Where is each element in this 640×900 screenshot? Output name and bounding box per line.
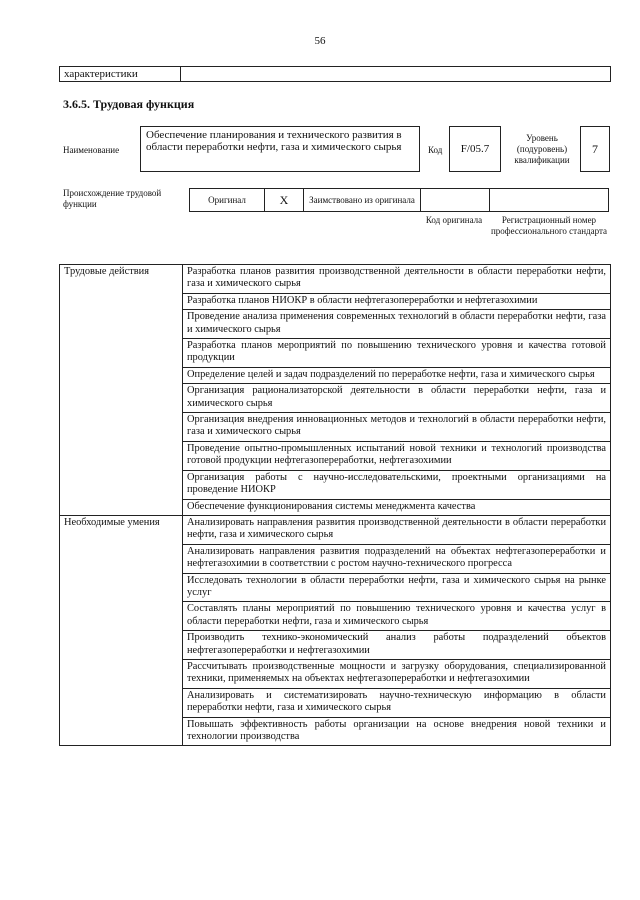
table-item: Повышать эффективность работы организации на основе внедрения новой техники и технологии производства xyxy=(183,717,611,746)
original-code-cell xyxy=(421,189,490,212)
original-label-cell: Оригинал xyxy=(190,189,265,212)
registration-number-cell xyxy=(490,189,609,212)
level-label: Уровень (подуровень) квалификации xyxy=(514,133,570,165)
table-item: Проведение анализа применения современных технологий в области переработки нефти, газа и химического сырья xyxy=(183,310,611,339)
table-item: Организация внедрения инновационных методов и технологий в области переработки нефти, газа и химического сырья xyxy=(183,413,611,442)
table-item: Рассчитывать производственные мощности и загрузку оборудования, специализированной техники, применяемых на объектах нефтегазопереработки и нефтегазохимии xyxy=(183,659,611,688)
table-item: Производить технико-экономический анализ работы подразделений объектов нефтегазопереработки и нефтегазохимии xyxy=(183,631,611,660)
table-item: Анализировать направления развития подразделений на объектах нефтегазопереработки и нефтегазохимии в соответствии с ростом научно-технического прогресса xyxy=(183,544,611,573)
table-item: Составлять планы мероприятий по повышению технического уровня и качества услуг в области переработки нефти, газа и химического сырья xyxy=(183,602,611,631)
origin-table xyxy=(189,188,609,212)
table-item: Анализировать направления развития производственной деятельности в области переработки нефти, газа и химического сырья xyxy=(183,515,611,544)
function-name-box: Обеспечение планирования и технического развития в области переработки нефти, газа и химического сырья xyxy=(140,126,420,172)
empty-cell xyxy=(181,67,611,82)
function-code-box: F/05.7 xyxy=(449,126,501,172)
origin-label: Происхождение трудовой функции xyxy=(63,188,162,209)
original-code-caption: Код оригинала xyxy=(425,215,483,225)
table-item: Анализировать и систематизировать научно-техническую информацию в области переработки нефти, газа и химического сырья xyxy=(183,688,611,717)
section-category: Необходимые умения xyxy=(60,515,183,746)
original-mark-cell: X xyxy=(265,189,304,212)
table-item: Разработка планов НИОКР в области нефтегазопереработки и нефтегазохимии xyxy=(183,293,611,309)
function-details-table xyxy=(59,264,611,746)
previous-table-tail xyxy=(59,66,611,82)
registration-number-caption: Регистрационный номер профессионального стандарта xyxy=(490,215,608,236)
table-item: Организация работы с научно-исследовательскими, проектными организациями на проведение НИОКР xyxy=(183,470,611,499)
table-item: Проведение опытно-промышленных испытаний новой техники и технологий производства готовой продукции нефтегазопереработки, нефтегазохимии xyxy=(183,441,611,470)
name-label: Наименование xyxy=(63,145,120,155)
level-value-box: 7 xyxy=(580,126,610,172)
section-title: 3.6.5. Трудовая функция xyxy=(63,97,195,111)
table-item: Определение целей и задач подразделений по переработке нефти, газа и химического сырья xyxy=(183,367,611,383)
page-number: 56 xyxy=(314,35,326,47)
characteristics-cell: характеристики xyxy=(60,67,181,82)
table-row xyxy=(60,265,611,294)
section-category: Трудовые действия xyxy=(60,265,183,516)
code-label: Код xyxy=(428,145,443,155)
table-item: Разработка планов мероприятий по повышению технического уровня и качества готовой продукции xyxy=(183,339,611,368)
table-item: Разработка планов развития производственной деятельности в области переработки нефти, газа и химического сырья xyxy=(183,265,611,294)
table-item: Организация рационализаторской деятельности в области переработки нефти, газа и химического сырья xyxy=(183,384,611,413)
table-item: Обеспечение функционирования системы менеджмента качества xyxy=(183,499,611,515)
table-row xyxy=(60,515,611,544)
table-item: Исследовать технологии в области переработки нефти, газа и химического сырья на рынке услуг xyxy=(183,573,611,602)
borrowed-label-cell: Заимствовано из оригинала xyxy=(304,189,421,212)
